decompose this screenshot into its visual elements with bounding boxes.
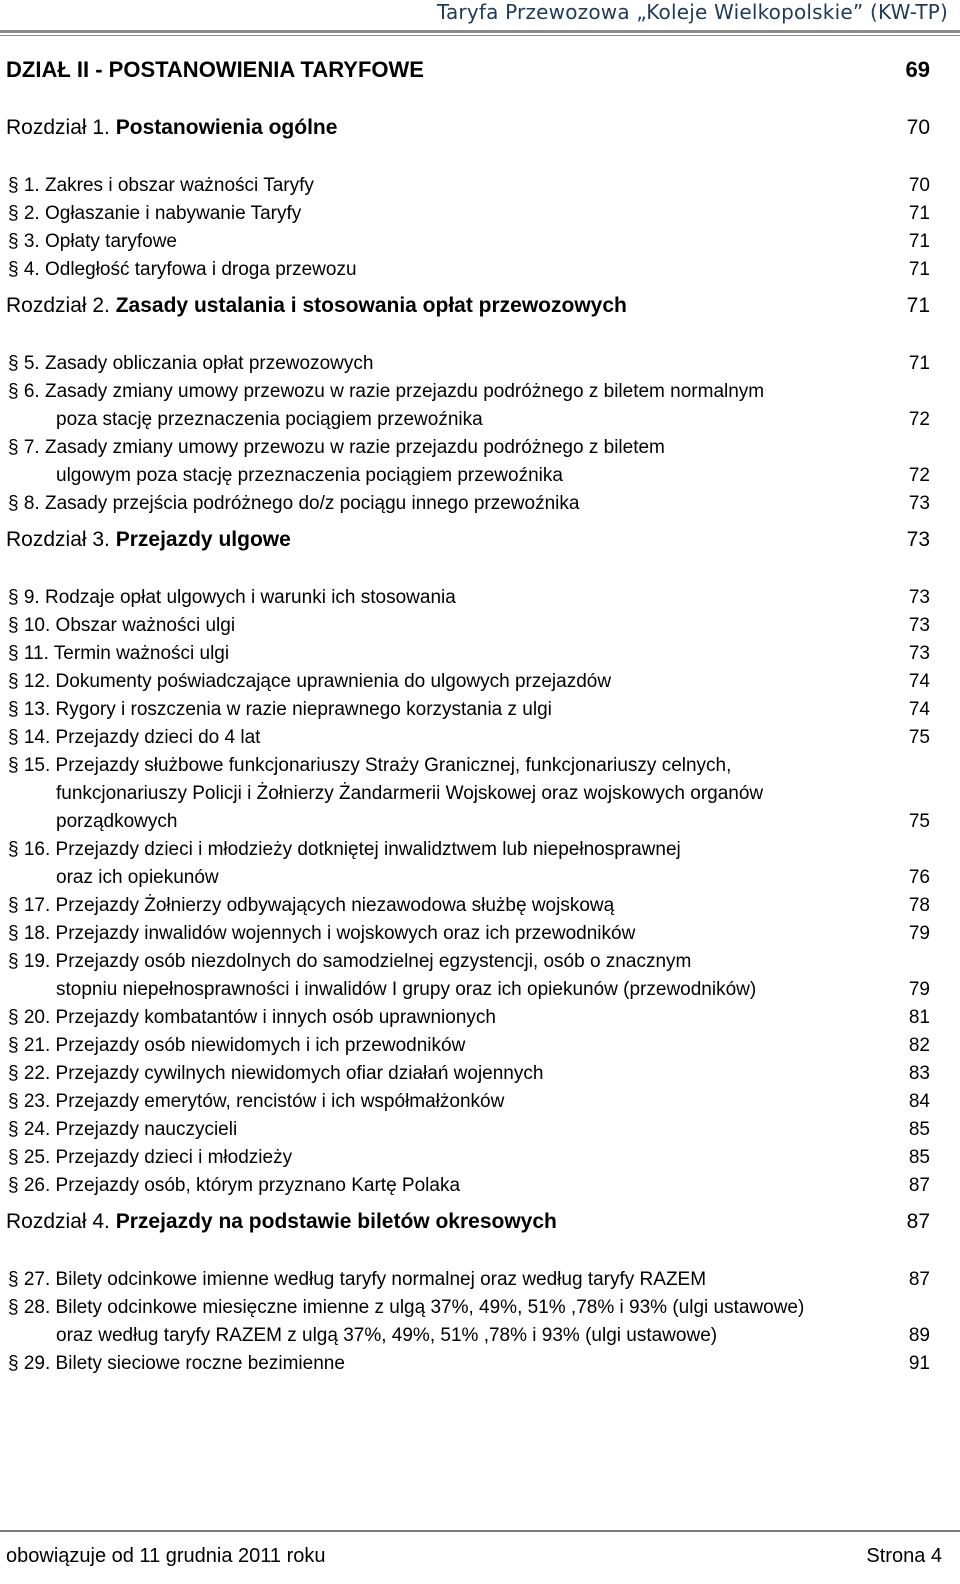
section-mark-icon: § [8,1353,19,1374]
section-mark-icon: § [8,699,19,720]
toc-page-number: 87 [908,1175,930,1196]
toc-section-line: 21. Przejazdy osób niewidomych i ich przewodników [23,1035,466,1056]
toc-page-number: 87 [906,1210,930,1233]
header-rule [0,30,960,33]
toc-page-number: 73 [908,587,930,608]
toc-page-number: 71 [908,353,930,374]
toc-section-entry[interactable] [0,200,960,228]
section-mark-icon: § [8,203,19,224]
toc-chapter-entry[interactable] [0,114,960,172]
toc-section-line: 17. Przejazdy Żołnierzy odbywających niezawodowa służbę wojskową [23,895,615,916]
toc-section-title [8,1060,543,1088]
toc-section-line: 28. Bilety odcinkowe miesięczne imienne z ulgą 37%, 49%, 51% ,78% i 93% (ulgi ustawowe) [23,1297,805,1318]
toc-spacer [0,1200,960,1208]
toc-section-entry[interactable] [0,752,960,836]
section-mark-icon: § [8,1007,19,1028]
section-mark-icon: § [8,895,19,916]
toc-section-entry[interactable] [0,490,960,518]
toc-section-title [8,584,456,612]
toc-page-number: 85 [908,1119,930,1140]
page-number: Strona 4 [866,1545,942,1567]
toc-section-line: 20. Przejazdy kombatantów i innych osób uprawnionych [23,1007,496,1028]
toc-section-entry[interactable] [0,1088,960,1116]
section-mark-icon: § [8,1119,19,1140]
section-mark-icon: § [8,175,19,196]
toc-section-title [8,948,756,1004]
toc-chapter-entry[interactable] [0,526,960,584]
toc-section-title [8,1350,345,1378]
section-mark-icon: § [8,1063,19,1084]
toc-section-entry[interactable] [0,612,960,640]
toc-section-title [8,256,357,284]
toc-section-line: 6. Zasady zmiany umowy przewozu w razie przejazdu podróżnego z biletem normalnym [23,381,765,402]
toc-chapter-label: Rozdział 3. [6,528,110,551]
toc-section-line: 24. Przejazdy nauczycieli [23,1119,238,1140]
toc-section-title [8,668,611,696]
toc-section-line: 15. Przejazdy służbowe funkcjonariuszy Straży Granicznej, funkcjonariuszy celnych, [23,755,732,776]
toc-section-line: oraz ich opiekunów [56,867,219,888]
toc-section-line: 8. Zasady przejścia podróżnego do/z pociągu innego przewoźnika [23,493,580,514]
toc-page-number: 75 [908,811,930,832]
toc-page-number: 71 [908,259,930,280]
section-mark-icon: § [8,923,19,944]
toc-section-entry[interactable] [0,836,960,892]
toc-page-number: 83 [908,1063,930,1084]
toc-page-number: 79 [908,979,930,1000]
toc-section-entry[interactable] [0,1266,960,1294]
toc-section-line: 7. Zasady zmiany umowy przewozu w razie przejazdu podróżnego z biletem [23,437,665,458]
toc-spacer [0,518,960,526]
section-mark-icon: § [8,643,19,664]
effective-date: obowiązuje od 11 grudnia 2011 roku [6,1545,326,1567]
toc-part-entry[interactable] [0,56,960,114]
toc-page-number: 70 [908,175,930,196]
toc-page-number: 78 [908,895,930,916]
toc-section-title [8,350,373,378]
toc-page-number: 72 [908,465,930,486]
section-mark-icon: § [8,1297,19,1318]
toc-section-title [8,378,764,434]
toc-section-entry[interactable] [0,172,960,200]
toc-page-number: 73 [908,643,930,664]
toc-section-line: 19. Przejazdy osób niezdolnych do samodzielnej egzystencji, osób o znacznym [23,951,692,972]
toc-chapter-entry[interactable] [0,1208,960,1266]
footer-rule [0,1530,960,1532]
section-mark-icon: § [8,1035,19,1056]
toc-section-title [8,1088,504,1116]
section-mark-icon: § [8,493,19,514]
toc-section-line: 9. Rodzaje opłat ulgowych i warunki ich stosowania [23,587,456,608]
section-mark-icon: § [8,1269,19,1290]
toc-section-title [8,172,314,200]
toc-section-line: stopniu niepełnosprawności i inwalidów I grupy oraz ich opiekunów (przewodników) [56,979,757,1000]
toc-section-entry[interactable] [0,1060,960,1088]
toc-page-number: 73 [908,493,930,514]
toc-section-title [8,920,635,948]
toc-section-title [8,612,235,640]
toc-section-line: 16. Przejazdy dzieci i młodzieży dotkniętej inwalidztwem lub niepełnosprawnej [23,839,681,860]
toc-section-title [8,490,579,518]
toc-section-title [8,1172,460,1200]
toc-section-line: 1. Zakres i obszar ważności Taryfy [23,175,314,196]
toc-chapter-title [6,292,627,320]
toc-section-entry[interactable] [0,434,960,490]
section-mark-icon: § [8,1091,19,1112]
toc-section-line: 25. Przejazdy dzieci i młodzieży [23,1147,293,1168]
toc-section-entry[interactable] [0,1004,960,1032]
toc-section-entry[interactable] [0,378,960,434]
toc-section-entry[interactable] [0,1144,960,1172]
toc-section-line: 5. Zasady obliczania opłat przewozowych [23,353,374,374]
toc-section-title [8,724,260,752]
toc-page-number: 74 [908,671,930,692]
toc-section-entry[interactable] [0,696,960,724]
toc-section-line: 18. Przejazdy inwalidów wojennych i wojskowych oraz ich przewodników [23,923,636,944]
toc-section-entry[interactable] [0,1032,960,1060]
page-footer [6,1542,942,1570]
toc-section-entry[interactable] [0,350,960,378]
toc-section-line: 4. Odległość taryfowa i droga przewozu [23,259,357,280]
toc-section-title [8,434,665,490]
section-mark-icon: § [8,353,19,374]
toc-page-number: 73 [908,615,930,636]
toc-page-number: 84 [908,1091,930,1112]
toc-page-number: 89 [908,1325,930,1346]
toc-page-number: 91 [908,1353,930,1374]
toc-page-number: 72 [908,409,930,430]
toc-section-line: 14. Przejazdy dzieci do 4 lat [23,727,261,748]
toc-section-title [8,1266,706,1294]
toc-section-line: ulgowym poza stację przeznaczenia pociągiem przewoźnika [56,465,563,486]
section-mark-icon: § [8,671,19,692]
section-mark-icon: § [8,1147,19,1168]
toc-section-title [8,696,552,724]
toc-page-number: 71 [906,294,930,317]
toc-page-number: 79 [908,923,930,944]
toc-chapter-label: Rozdział 1. [6,116,110,139]
toc-section-entry[interactable] [0,892,960,920]
toc-section-entry[interactable] [0,1294,960,1350]
toc-section-line: 10. Obszar ważności ulgi [23,615,236,636]
running-header: Taryfa Przewozowa „Koleje Wielkopolskie” (KW-TP) [436,0,948,24]
toc-page-number: 73 [906,528,930,551]
section-mark-icon: § [8,839,19,860]
toc-section-line: funkcjonariuszy Policji i Żołnierzy Żandarmerii Wojskowej oraz wojskowych organów [56,783,764,804]
toc-page-number: 76 [908,867,930,888]
toc-section-entry[interactable] [0,584,960,612]
toc-section-title [8,640,229,668]
toc-page-number: 70 [906,116,930,139]
toc-section-title [8,1032,465,1060]
toc-page-number: 82 [908,1035,930,1056]
toc-chapter-title [6,526,291,554]
toc-chapter-label: Rozdział 2. [6,294,110,317]
toc-section-title [8,1144,292,1172]
toc-part-title: DZIAŁ II - POSTANOWIENIA TARYFOWE [6,57,424,82]
toc-section-line: 26. Przejazdy osób, którym przyznano Kartę Polaka [23,1175,461,1196]
section-mark-icon: § [8,755,19,776]
toc-spacer [0,284,960,292]
toc-chapter-entry[interactable] [0,292,960,350]
toc-section-entry[interactable] [0,668,960,696]
toc-section-line: 3. Opłaty taryfowe [23,231,177,252]
toc-section-line: 23. Przejazdy emerytów, rencistów i ich współmałżonków [23,1091,505,1112]
toc-section-title [8,892,614,920]
toc-section-line: porządkowych [56,811,178,832]
section-mark-icon: § [8,587,19,608]
toc-chapter-name: Zasady ustalania i stosowania opłat przewozowych [115,294,627,317]
toc-chapter-title [6,114,337,142]
section-mark-icon: § [8,951,19,972]
toc-section-title [8,228,177,256]
toc-section-line: 13. Rygory i roszczenia w razie nieprawnego korzystania z ulgi [23,699,552,720]
table-of-contents [0,56,960,1386]
section-mark-icon: § [8,381,19,402]
header-rule-thin [0,35,960,36]
toc-chapter-title [6,1208,557,1236]
toc-page-number: 75 [908,727,930,748]
toc-page-number: 69 [905,57,930,82]
toc-chapter-name: Przejazdy na podstawie biletów okresowych [115,1210,557,1233]
section-mark-icon: § [8,437,19,458]
section-mark-icon: § [8,259,19,280]
toc-chapter-name: Postanowienia ogólne [115,116,338,139]
toc-section-line: oraz według taryfy RAZEM z ulgą 37%, 49%, 51% ,78% i 93% (ulgi ustawowe) [56,1325,718,1346]
toc-section-line: 27. Bilety odcinkowe imienne według taryfy normalnej oraz według taryfy RAZEM [23,1269,707,1290]
section-mark-icon: § [8,615,19,636]
section-mark-icon: § [8,231,19,252]
toc-section-entry[interactable] [0,1350,960,1378]
toc-section-title [8,200,301,228]
toc-page-number: 71 [908,203,930,224]
toc-chapter-name: Przejazdy ulgowe [115,528,291,551]
toc-page-number: 85 [908,1147,930,1168]
toc-section-entry[interactable] [0,920,960,948]
toc-section-entry[interactable] [0,1172,960,1200]
toc-page-number: 74 [908,699,930,720]
toc-section-title [8,836,681,892]
toc-section-entry[interactable] [0,724,960,752]
toc-section-line: 12. Dokumenty poświadczające uprawnienia do ulgowych przejazdów [23,671,612,692]
toc-section-title [8,1004,496,1032]
toc-spacer [0,1378,960,1386]
toc-section-entry[interactable] [0,256,960,284]
section-mark-icon: § [8,1175,19,1196]
toc-section-entry[interactable] [0,228,960,256]
toc-section-title [8,1294,804,1350]
section-mark-icon: § [8,727,19,748]
toc-section-title [8,1116,237,1144]
toc-section-title [8,752,763,836]
toc-section-entry[interactable] [0,1116,960,1144]
toc-section-line: poza stację przeznaczenia pociągiem przewoźnika [56,409,483,430]
toc-section-line: 22. Przejazdy cywilnych niewidomych ofiar działań wojennych [23,1063,544,1084]
toc-section-line: 2. Ogłaszanie i nabywanie Taryfy [23,203,302,224]
toc-page-number: 87 [908,1269,930,1290]
toc-section-line: 29. Bilety sieciowe roczne bezimienne [23,1353,345,1374]
toc-page-number: 81 [908,1007,930,1028]
toc-chapter-label: Rozdział 4. [6,1210,110,1233]
toc-section-line: 11. Termin ważności ulgi [23,643,230,664]
toc-page-number: 71 [908,231,930,252]
toc-section-entry[interactable] [0,948,960,1004]
toc-section-entry[interactable] [0,640,960,668]
